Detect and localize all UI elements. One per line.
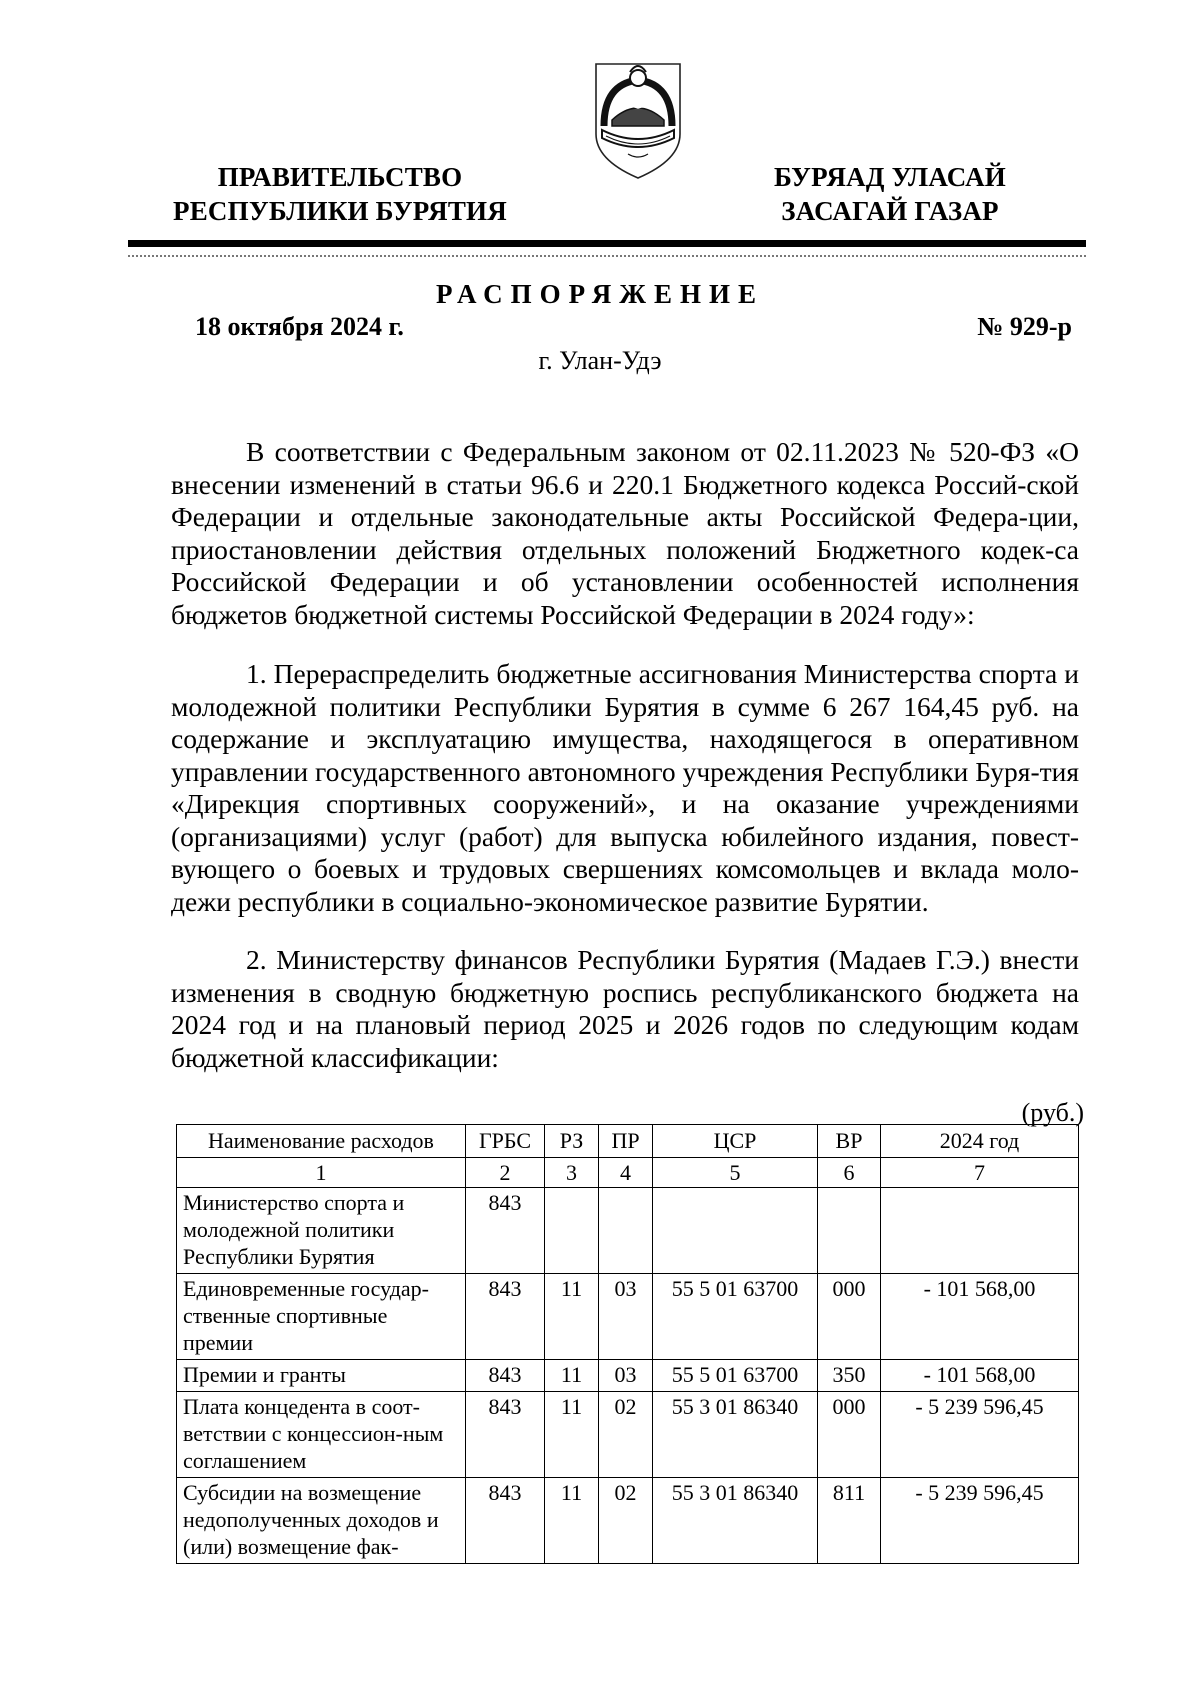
rz-code: 11 [545,1274,599,1360]
document-date: 18 октября 2024 г. [195,312,404,341]
amount-2024: - 101 568,00 [881,1274,1079,1360]
rz-code: 11 [545,1478,599,1564]
header-csr: ЦСР [653,1125,818,1158]
column-number: 7 [881,1158,1079,1188]
table-row [177,1478,1079,1564]
expense-name: Субсидии на возмещение недополученных доходов и (или) возмещение фак- [177,1478,466,1564]
government-name-line-2: РЕСПУБЛИКИ БУРЯТИЯ [173,196,507,226]
column-number: 4 [599,1158,653,1188]
document-title: РАСПОРЯЖЕНИЕ [435,279,765,309]
grbs-code: 843 [466,1360,545,1392]
table-row [177,1360,1079,1392]
header-divider-thick [128,240,1086,247]
pr-code: 03 [599,1360,653,1392]
grbs-code: 843 [466,1478,545,1564]
header-divider-thin [128,255,1086,258]
budget-table [176,1124,1079,1564]
grbs-code: 843 [466,1274,545,1360]
pr-code: 03 [599,1274,653,1360]
table-unit-label: (руб.) [1021,1098,1084,1127]
column-number: 1 [177,1158,466,1188]
government-name-buryat [745,160,1035,228]
header-vr: ВР [818,1125,881,1158]
table-header-row [177,1125,1079,1158]
expense-name: Министерство спорта и молодежной политики Республики Бурятия [177,1188,466,1274]
government-name-buryat-line-2: ЗАСАГАЙ ГАЗАР [781,196,999,226]
amount-2024: - 5 239 596,45 [881,1392,1079,1478]
pr-code: 02 [599,1392,653,1478]
csr-code: 55 5 01 63700 [653,1274,818,1360]
amount-2024 [881,1188,1079,1274]
pr-code [599,1188,653,1274]
grbs-code: 843 [466,1188,545,1274]
header-pr: ПР [599,1125,653,1158]
grbs-code: 843 [466,1392,545,1478]
vr-code: 000 [818,1274,881,1360]
rz-code: 11 [545,1392,599,1478]
csr-code: 55 3 01 86340 [653,1392,818,1478]
csr-code: 55 3 01 86340 [653,1478,818,1564]
header-year: 2024 год [881,1125,1079,1158]
document-number: № 929-р [977,312,1072,341]
header-grbs: ГРБС [466,1125,545,1158]
csr-code [653,1188,818,1274]
column-number: 5 [653,1158,818,1188]
coat-of-arms-icon [590,56,686,182]
rz-code: 11 [545,1360,599,1392]
amount-2024: - 5 239 596,45 [881,1478,1079,1564]
rz-code [545,1188,599,1274]
vr-code: 000 [818,1392,881,1478]
column-number: 3 [545,1158,599,1188]
preamble-paragraph: В соответствии с Федеральным законом от 02.11.2023 № 520-ФЗ «О внесении изменений в статьи 96.6 и 220.1 Бюджетного кодекса Россий-ской Федерации и отдельные законодательные акты Российской Федера-ции, приостановлении действия отдельных положений Бюджетного кодек-са Российской Федерации и об установлении особенностей исполнения бюджетов бюджетной системы Российской Федерации в 2024 году»: [171,436,1079,630]
expense-name: Единовременные государ-ственные спортивные премии [177,1274,466,1360]
header-rz: РЗ [545,1125,599,1158]
column-number-row [177,1158,1079,1188]
table-row [177,1188,1079,1274]
government-name-line-1: ПРАВИТЕЛЬСТВО [217,162,463,192]
amount-2024: - 101 568,00 [881,1360,1079,1392]
government-name-buryat-line-1: БУРЯАД УЛАСАЙ [774,162,1006,192]
vr-code: 350 [818,1360,881,1392]
column-number: 2 [466,1158,545,1188]
government-name-russian [160,160,520,228]
expense-name: Премии и гранты [177,1360,466,1392]
expense-name: Плата концедента в соот-ветствии с концессион-ным соглашением [177,1392,466,1478]
pr-code: 02 [599,1478,653,1564]
vr-code [818,1188,881,1274]
vr-code: 811 [818,1478,881,1564]
document-city: г. Улан-Удэ [538,346,662,375]
header-expense-name: Наименование расходов [177,1125,466,1158]
column-number: 6 [818,1158,881,1188]
clause-1-paragraph: 1. Перераспределить бюджетные ассигнования Министерства спорта и молодежной политики Республики Бурятия в сумме 6 267 164,45 руб. на содержание и эксплуатацию имущества, находящегося в оперативном управлении государственного автономного учреждения Республики Буря-тия «Дирекция спортивных сооружений», и на оказание учреждениями (организациями) услуг (работ) для выпуска юбилейного издания, повест-вующего о боевых и трудовых свершениях комсомольцев и вклада моло-дежи республики в социально-экономическое развитие Бурятии. [171,658,1079,917]
clause-2-paragraph: 2. Министерству финансов Республики Бурятия (Мадаев Г.Э.) внести изменения в сводную бюджетную роспись республиканского бюджета на 2024 год и на плановый период 2025 и 2026 годов по следующим кодам бюджетной классификации: [171,944,1079,1073]
table-row [177,1274,1079,1360]
csr-code: 55 5 01 63700 [653,1360,818,1392]
table-row [177,1392,1079,1478]
